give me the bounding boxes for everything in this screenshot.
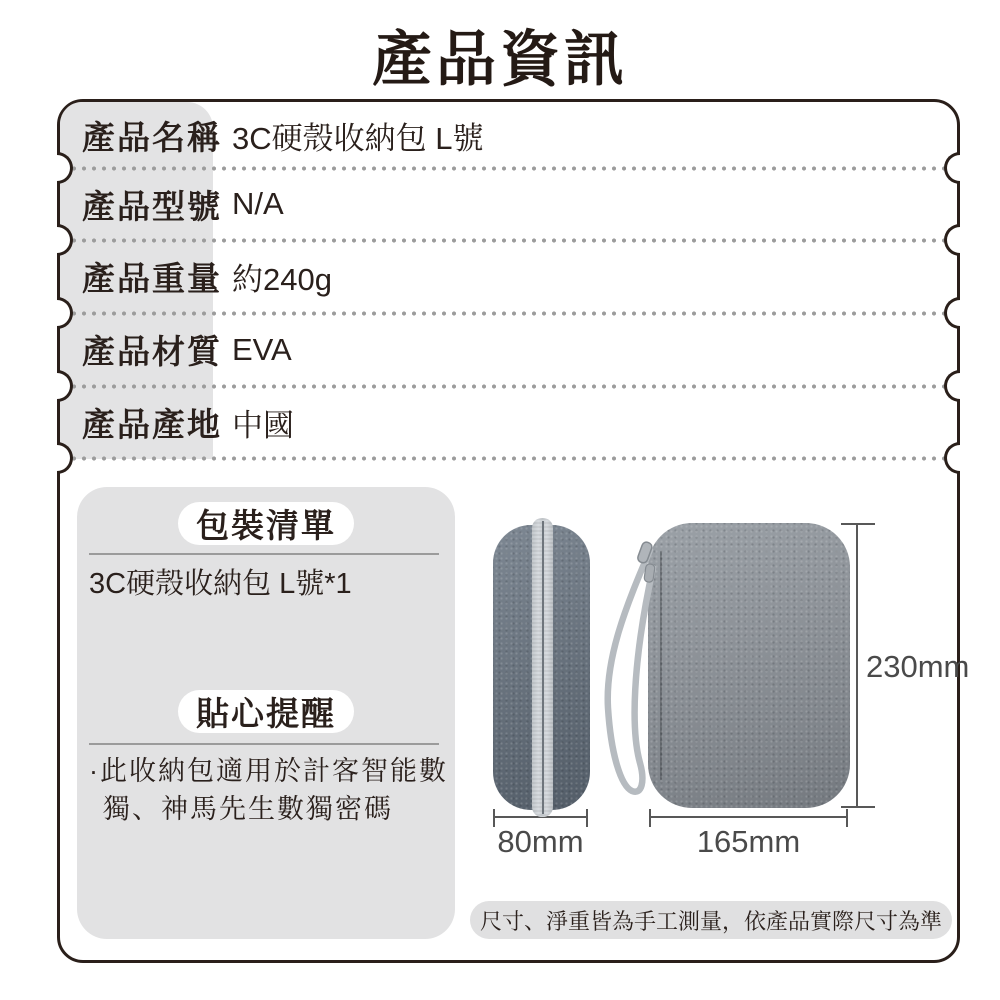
dotted-separator: [69, 311, 948, 316]
reminder-line: 獨、神馬先生數獨密碼: [103, 794, 393, 824]
spec-value: 約240g: [232, 262, 332, 297]
dotted-separator: [69, 456, 948, 461]
page-title: 產品資訊: [372, 26, 628, 93]
reminder-text: [89, 752, 448, 828]
spec-row-origin: [60, 386, 957, 458]
divider: [89, 553, 439, 555]
wrist-strap-icon: [598, 540, 670, 806]
spec-label: 產品產地: [82, 405, 222, 443]
case-front-view-photo: [648, 523, 850, 808]
spec-panel: [57, 99, 970, 963]
dotted-separator: [69, 384, 948, 389]
dotted-separator: [69, 238, 948, 243]
dimension-line-165mm: [649, 816, 848, 818]
spec-row-name: [60, 102, 957, 168]
spec-row-model: [60, 168, 957, 240]
dimension-label-80mm: 80mm: [497, 824, 584, 859]
dimension-label-165mm: 165mm: [696, 824, 801, 859]
spec-value: EVA: [232, 331, 292, 367]
divider: [89, 743, 439, 745]
packing-list-title: 包裝清單: [178, 502, 354, 545]
dimension-line-230mm: [856, 523, 858, 808]
spec-value: 中國: [232, 407, 294, 443]
info-card: [77, 487, 455, 939]
tick: [841, 806, 875, 808]
spec-label: 產品材質: [82, 333, 222, 370]
spec-row-weight: [60, 240, 957, 313]
zipper-band: [532, 518, 553, 817]
dimension-label-230mm: 230mm: [866, 649, 970, 684]
tick: [841, 523, 875, 525]
spec-label: 產品名稱: [82, 118, 222, 156]
dotted-separator: [69, 166, 948, 171]
spec-row-material: [60, 313, 957, 386]
spec-value: 3C硬殼收納包 L號: [232, 120, 484, 156]
measurement-footnote: 尺寸、淨重皆為手工測量，依產品實際尺寸為準: [470, 901, 952, 939]
spec-label: 產品型號: [82, 187, 222, 225]
spec-value: N/A: [232, 186, 284, 221]
packing-list-item: 3C硬殼收納包 L號*1: [89, 568, 352, 600]
reminder-title: 貼心提醒: [178, 690, 354, 733]
spec-label: 產品重量: [82, 260, 222, 297]
fabric-texture: [648, 523, 850, 808]
reminder-line: ·此收納包適用於計客智能數: [89, 756, 448, 786]
